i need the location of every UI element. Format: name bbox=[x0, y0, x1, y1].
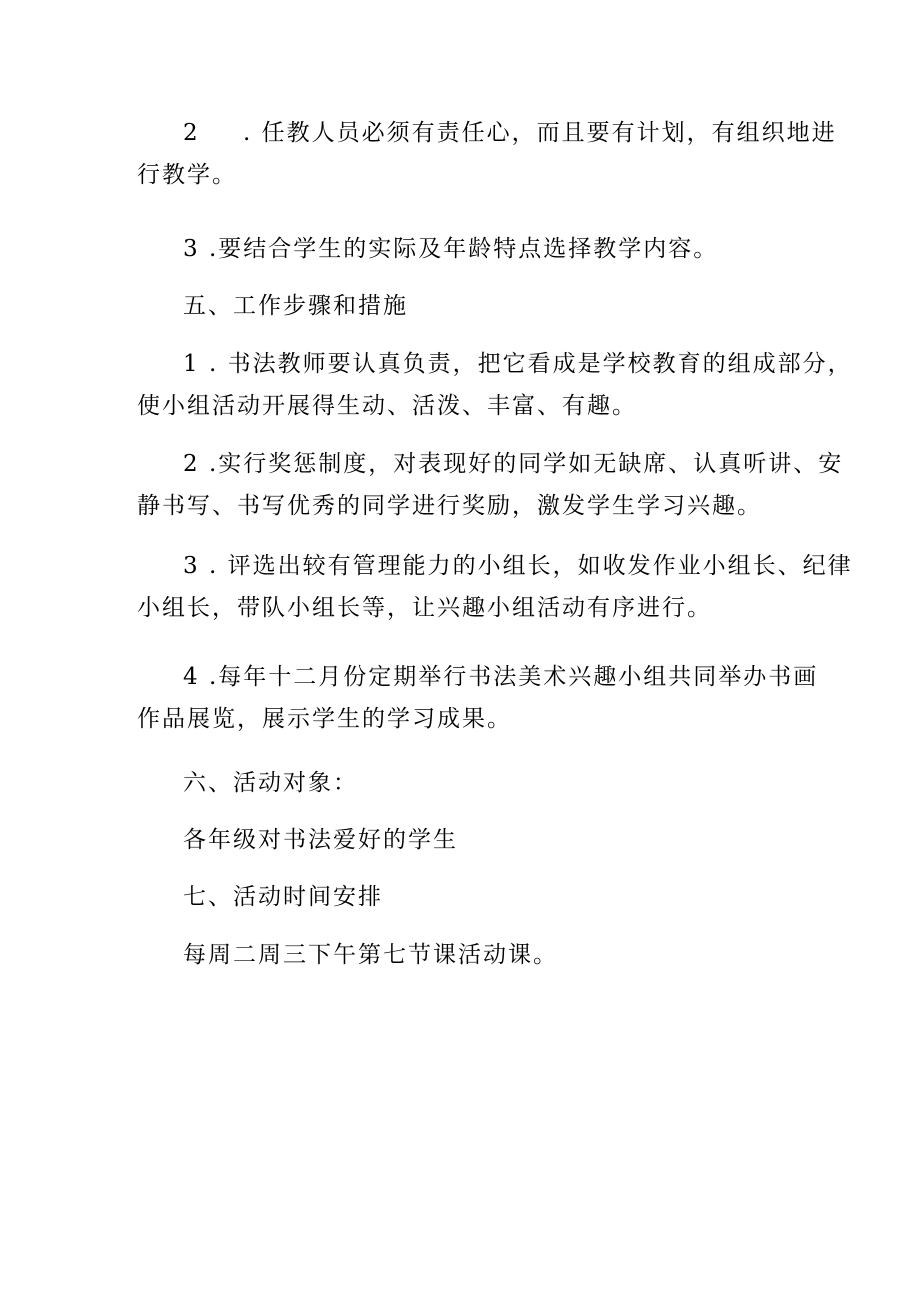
paragraph-line: 静书写、书写优秀的同学进行奖励，激发学生学习兴趣。 bbox=[137, 493, 762, 519]
heading-text: 七、活动时间安排 bbox=[183, 884, 383, 910]
paragraph-step-1 bbox=[137, 343, 853, 427]
paragraph-line: 2 .实行奖惩制度，对表现好的同学如无缺席、认真听讲、安 bbox=[183, 451, 844, 477]
paragraph-line: 1 . 书法教师要认真负责，把它看成是学校教育的组成部分， bbox=[183, 351, 853, 377]
paragraph-line: 4 .每年十二月份定期举行书法美术兴趣小组共同举办书画 bbox=[183, 664, 819, 690]
section-heading-6 bbox=[137, 762, 797, 804]
paragraph-schedule bbox=[137, 934, 797, 976]
paragraph-step-3 bbox=[137, 545, 853, 629]
paragraph-line: 使小组活动开展得生动、活泼、丰富、有趣。 bbox=[137, 393, 637, 419]
paragraph-step-2 bbox=[137, 443, 844, 527]
paragraph-line: 作品展览，展示学生的学习成果。 bbox=[137, 706, 512, 732]
paragraph-line: 小组长，带队小组长等，让兴趣小组活动有序进行。 bbox=[137, 595, 712, 621]
section-heading-7 bbox=[137, 876, 797, 918]
paragraph-target bbox=[137, 819, 797, 861]
item-text: . 任教人员必须有责任心，而且要有计划，有组织地进 bbox=[243, 120, 837, 146]
paragraph-line: 3 .要结合学生的实际及年龄特点选择教学内容。 bbox=[183, 236, 719, 262]
paragraph-step-4 bbox=[137, 656, 819, 740]
heading-text: 六、活动对象： bbox=[183, 770, 358, 796]
item-number: 2 bbox=[183, 120, 200, 146]
paragraph-line: 行教学。 bbox=[137, 162, 237, 188]
paragraph-line: 每周二周三下午第七节课活动课。 bbox=[183, 942, 558, 968]
section-heading-5 bbox=[137, 285, 797, 327]
paragraph-item-3 bbox=[137, 228, 797, 270]
paragraph-item-2 bbox=[137, 112, 837, 196]
paragraph-line: 3 . 评选出较有管理能力的小组长，如收发作业小组长、纪律 bbox=[183, 553, 853, 579]
heading-text: 五、工作步骤和措施 bbox=[183, 293, 408, 319]
paragraph-line: 各年级对书法爱好的学生 bbox=[183, 827, 458, 853]
paragraph-line bbox=[137, 112, 837, 154]
